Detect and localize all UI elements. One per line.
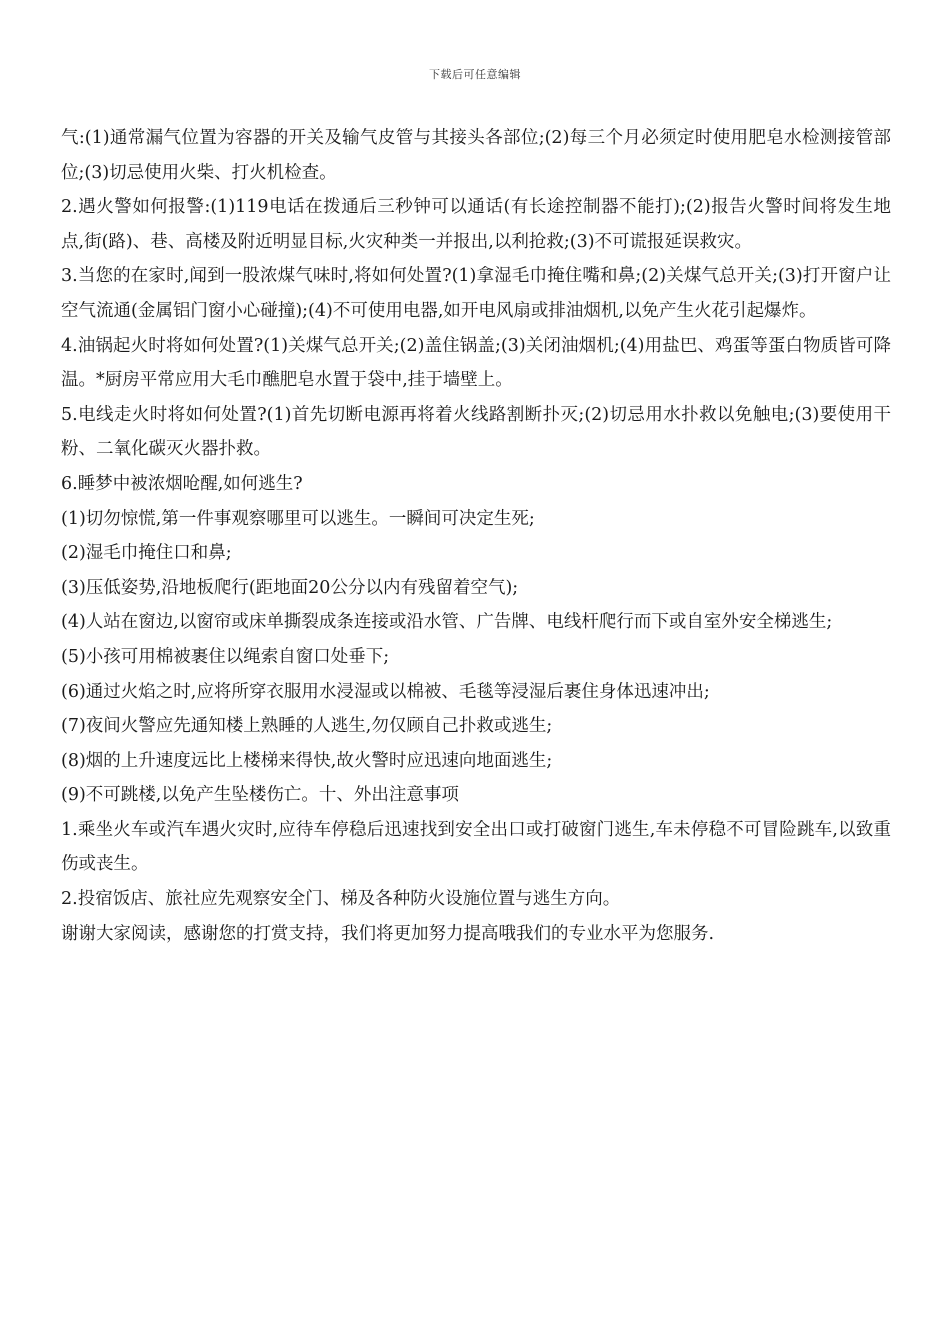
list-item: (8)烟的上升速度远比上楼梯来得快,故火警时应迅速向地面逃生;: [61, 750, 553, 771]
document-body: [61, 121, 891, 951]
paragraph-gas-smell: 3.当您的在家时,闻到一股浓煤气味时,将如何处置?(1)拿湿毛巾掩住嘴和鼻;(2)关煤气总开关;(3)打开窗户让空气流通(金属铝门窗小心碰撞);(4)不可使用电器,如开电风扇或排油烟机,以免产生火花引起爆炸。: [61, 266, 891, 321]
list-item: (9)不可跳楼,以免产生坠楼伤亡。十、外出注意事项: [61, 785, 459, 806]
list-item: (5)小孩可用棉被裹住以绳索自窗口处垂下;: [61, 646, 390, 667]
paragraph-fire-report: 2.遇火警如何报警:(1)119电话在拨通后三秒钟可以通话(有长途控制器不能打);(2)报告火警时间将发生地点,街(路)、巷、高楼及附近明显目标,火灾种类一并报出,以利抢救;(3)不可谎报延误救灾。: [61, 197, 891, 252]
paragraph-vehicle-fire: 1.乘坐火车或汽车遇火灾时,应待车停稳后迅速找到安全出口或打破窗门逃生,车未停稳不可冒险跳车,以致重伤或丧生。: [61, 819, 891, 875]
paragraph-electrical-fire: 5.电线走火时将如何处置?(1)首先切断电源再将着火线路割断扑灭;(2)切忌用水扑救以免触电;(3)要使用干粉、二氧化碳灭火器扑救。: [61, 404, 891, 460]
page-header: 下载后可任意编辑: [429, 68, 521, 81]
paragraph-smoke-escape-title: 6.睡梦中被浓烟呛醒,如何逃生?: [61, 473, 303, 494]
list-item: (2)湿毛巾掩住口和鼻;: [61, 543, 232, 564]
list-item: (4)人站在窗边,以窗帘或床单撕裂成条连接或沿水管、广告牌、电线杆爬行而下或自室外安全梯逃生;: [61, 612, 833, 633]
list-item: (7)夜间火警应先通知楼上熟睡的人逃生,勿仅顾自己扑救或逃生;: [61, 716, 553, 737]
list-item: (6)通过火焰之时,应将所穿衣服用水浸湿或以棉被、毛毯等浸湿后裹住身体迅速冲出;: [61, 681, 710, 702]
paragraph-oil-pan-fire: 4.油锅起火时将如何处置?(1)关煤气总开关;(2)盖住锅盖;(3)关闭油烟机;(4)用盐巴、鸡蛋等蛋白物质皆可降温。*厨房平常应用大毛巾醮肥皂水置于袋中,挂于墙壁上。: [61, 335, 891, 391]
paragraph-gas-leak-check: 气:(1)通常漏气位置为容器的开关及输气皮管与其接头各部位;(2)每三个月必须定时使用肥皂水检测接管部位;(3)切忌使用火柴、打火机检查。: [61, 128, 891, 183]
paragraph-hotel-safety: 2.投宿饭店、旅社应先观察安全门、梯及各种防火设施位置与逃生方向。: [61, 889, 621, 910]
list-item: (1)切勿惊慌,第一件事观察哪里可以逃生。一瞬间可决定生死;: [61, 508, 535, 529]
paragraph-thanks: 谢谢大家阅读，感谢您的打赏支持，我们将更加努力提高哦我们的专业水平为您服务.: [61, 923, 715, 944]
list-item: (3)压低姿势,沿地板爬行(距地面20公分以内有残留着空气);: [61, 577, 519, 598]
